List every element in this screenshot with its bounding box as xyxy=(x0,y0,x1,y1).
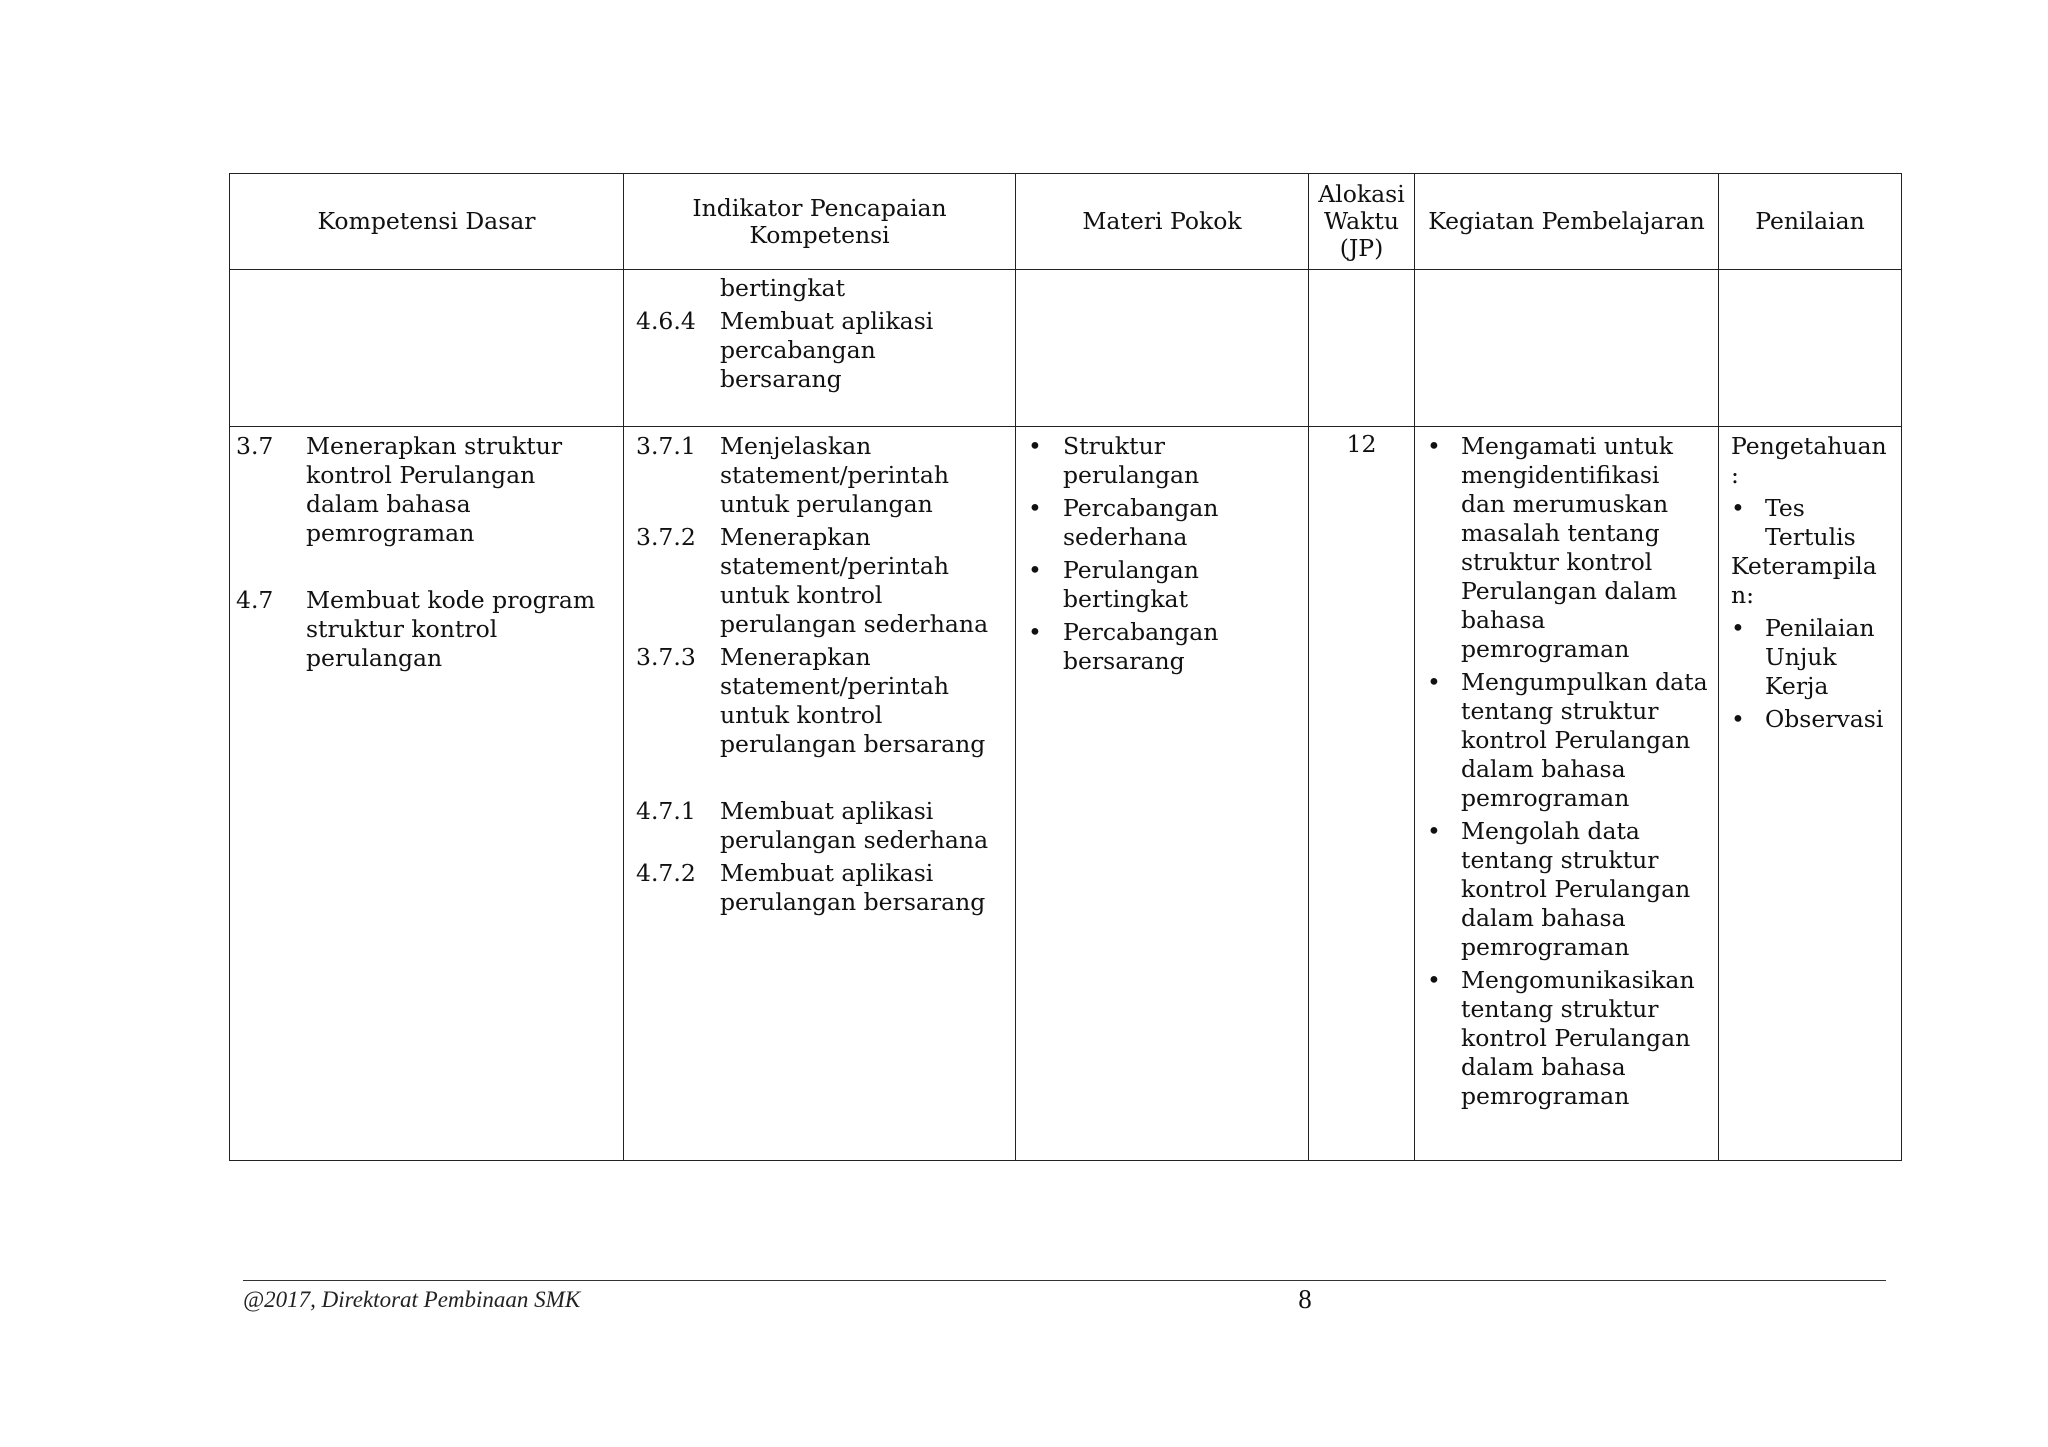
kd-number: 4.7 xyxy=(236,586,274,614)
materi-pokok-cell xyxy=(1016,427,1309,1161)
kegiatan-item xyxy=(1427,966,1710,1111)
cont-kompetensi-cell xyxy=(230,270,624,427)
indikator-number: 4.6.4 xyxy=(636,307,696,335)
bullet-icon: • xyxy=(1028,432,1042,460)
materi-text: Perulangan bertingkat xyxy=(1063,556,1199,613)
header-indikator: Indikator Pencapaian Kompetensi xyxy=(624,174,1016,270)
indikator-number: 3.7.3 xyxy=(636,643,696,671)
indikator-item xyxy=(636,643,1003,759)
cont-penilaian-cell xyxy=(1719,270,1902,427)
indikator-item xyxy=(636,797,1003,855)
bullet-icon: • xyxy=(1731,614,1745,642)
materi-text: Struktur perulangan xyxy=(1063,432,1200,489)
indikator-item xyxy=(636,307,999,394)
kd-number: 3.7 xyxy=(236,432,274,460)
indikator-number: 4.7.1 xyxy=(636,797,696,825)
kegiatan-text: Mengolah data tentang struktur kontrol Perulangan dalam bahasa pemrograman xyxy=(1461,817,1691,961)
kegiatan-item xyxy=(1427,817,1710,962)
indikator-fragment: bertingkat xyxy=(720,274,846,302)
bullet-icon: • xyxy=(1731,494,1745,522)
kegiatan-text: Mengumpulkan data tentang struktur kontrol Perulangan dalam bahasa pemrograman xyxy=(1461,668,1708,812)
penilaian-text: Penilaian Unjuk Kerja xyxy=(1765,614,1875,700)
cont-materi-cell xyxy=(1016,270,1309,427)
penilaian-text: Tes Tertulis xyxy=(1765,494,1856,551)
materi-item xyxy=(1028,432,1296,490)
bullet-icon: • xyxy=(1731,705,1745,733)
penilaian-item xyxy=(1731,614,1895,701)
footer-divider xyxy=(243,1280,1886,1281)
footer-copyright: @2017, Direktorat Pembinaan SMK xyxy=(243,1287,581,1312)
kd-text: Membuat kode program struktur kontrol perulangan xyxy=(306,586,596,672)
materi-item xyxy=(1028,618,1296,676)
indikator-text: Membuat aplikasi perulangan sederhana xyxy=(720,797,989,854)
alokasi-waktu-cell xyxy=(1309,427,1415,1161)
kd-item xyxy=(236,586,601,673)
penilaian-item xyxy=(1731,494,1895,552)
continuation-row xyxy=(230,270,1902,427)
materi-item xyxy=(1028,556,1296,614)
materi-text: Percabangan bersarang xyxy=(1063,618,1219,675)
indikator-item xyxy=(636,859,1003,917)
bullet-icon: • xyxy=(1427,817,1441,845)
indikator-text: Menerapkan statement/perintah untuk kontrol perulangan sederhana xyxy=(720,523,989,638)
kd-item xyxy=(236,432,601,548)
cont-alokasi-cell xyxy=(1309,270,1415,427)
bullet-icon: • xyxy=(1427,966,1441,994)
syllabus-table xyxy=(229,173,1902,1161)
header-kompetensi-dasar: Kompetensi Dasar xyxy=(230,174,624,270)
bullet-icon: • xyxy=(1427,432,1441,460)
indikator-number: 4.7.2 xyxy=(636,859,696,887)
penilaian-item xyxy=(1731,705,1895,734)
materi-item xyxy=(1028,494,1296,552)
indikator-cell xyxy=(624,427,1016,1161)
kegiatan-cell xyxy=(1415,427,1719,1161)
header-penilaian: Penilaian xyxy=(1719,174,1902,270)
penilaian-cell xyxy=(1719,427,1902,1161)
bullet-icon: • xyxy=(1427,668,1441,696)
indikator-item xyxy=(636,432,1003,519)
indikator-text: Membuat aplikasi percabangan bersarang xyxy=(720,307,934,393)
indikator-number: 3.7.1 xyxy=(636,432,696,460)
header-materi-pokok: Materi Pokok xyxy=(1016,174,1309,270)
header-alokasi-waktu: Alokasi Waktu (JP) xyxy=(1309,174,1415,270)
bullet-icon: • xyxy=(1028,494,1042,522)
kegiatan-item xyxy=(1427,432,1710,664)
kompetensi-dasar-cell xyxy=(230,427,624,1161)
indikator-item xyxy=(636,523,1003,639)
cont-indikator-cell xyxy=(624,270,1016,427)
page-number: 8 xyxy=(1298,1284,1312,1314)
kd-text: Menerapkan struktur kontrol Perulangan dalam bahasa pemrograman xyxy=(306,432,563,547)
indikator-text: Menjelaskan statement/perintah untuk perulangan xyxy=(720,432,949,518)
header-kegiatan: Kegiatan Pembelajaran xyxy=(1415,174,1719,270)
header-row xyxy=(230,174,1902,270)
indikator-text: Menerapkan statement/perintah untuk kontrol perulangan bersarang xyxy=(720,643,986,758)
kegiatan-text: Mengamati untuk mengidentifikasi dan merumuskan masalah tentang struktur kontrol Perulangan dalam bahasa pemrograman xyxy=(1461,432,1678,663)
indikator-number: 3.7.2 xyxy=(636,523,696,551)
cont-kegiatan-cell xyxy=(1415,270,1719,427)
materi-text: Percabangan sederhana xyxy=(1063,494,1219,551)
label-pengetahuan: Pengetahuan : xyxy=(1731,432,1887,489)
content-row xyxy=(230,427,1902,1161)
label-keterampilan: Keterampilan: xyxy=(1731,552,1877,609)
bullet-icon: • xyxy=(1028,556,1042,584)
bullet-icon: • xyxy=(1028,618,1042,646)
kegiatan-item xyxy=(1427,668,1710,813)
indikator-text: Membuat aplikasi perulangan bersarang xyxy=(720,859,986,916)
kegiatan-text: Mengomunikasikan tentang struktur kontrol Perulangan dalam bahasa pemrograman xyxy=(1461,966,1695,1110)
alokasi-waktu-value: 12 xyxy=(1346,430,1377,458)
penilaian-text: Observasi xyxy=(1765,705,1884,733)
